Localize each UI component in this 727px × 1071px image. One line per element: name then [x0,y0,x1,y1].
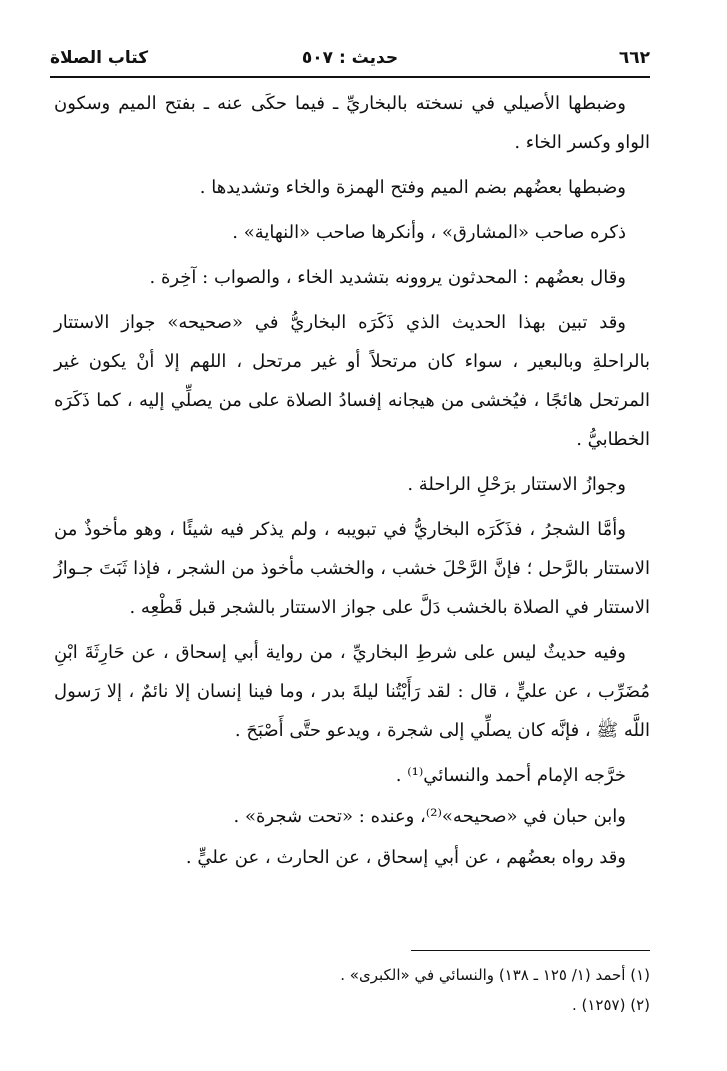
page-number: ٦٦٢ [618,48,650,68]
footnote: (٢) (١٢٥٧) . [571,996,650,1014]
paragraph: وابن حبان في «صحيحه»⁽²⁾، وعنده : «تحت شجرة» . [233,806,626,827]
header-rule [50,76,650,78]
paragraph: وفيه حديثٌ ليس على شرطِ البخاريِّ ، من رواية أبي إسحاق ، عن حَارِثَةَ ابْنِ مُضَرِّب ، عن عليٍّ ، قال : لقد رَأَيْتُنا ليلةَ بدر ، وما فينا إنسان إلا نائمٌ ، إلا رَسول اللَّه ﷺ ، فإنَّه كان يصلِّي إلى شجرة ، ويدعو حتَّى أَصْبَحَ . [54,642,650,741]
paragraph: وقد تبين بهذا الحديث الذي ذَكَرَه البخاريُّ في «صحيحه» جواز الاستتار بالراحلةِ وبالبعير ، سواء كان مرتحلاً أو غير مرتحل ، اللهم إلا أنْ يكون غير المرتحل هائجًا ، فيُخشى من هيجانه إفسادُ الصلاة على من يصلِّي إليه ، كما ذَكَرَه الخطابيُّ . [54,312,650,450]
paragraph: خرَّجه الإمام أحمد والنسائي⁽¹⁾ . [395,765,626,786]
book-title: كتاب الصلاة [50,48,149,68]
page-header [50,40,650,76]
paragraph: وقال بعضُهم : المحدثون يروونه بتشديد الخاء ، والصواب : آخِرة . [149,267,626,288]
paragraph: وجوازُ الاستتار برَحْلِ الراحلة . [407,474,626,495]
footnotes [54,960,650,1020]
page-body [54,84,650,879]
footnote-rule [411,950,650,951]
footnote: (١) أحمد (١/ ١٢٥ ـ ١٣٨) والنسائي في «الكبرى» . [340,966,650,984]
paragraph: ذكره صاحب «المشارق» ، وأنكرها صاحب «النهاية» . [232,222,626,243]
paragraph: وضبطها الأصيلي في نسخته بالبخاريِّ ـ فيما حكَى عنه ـ بفتح الميم وسكون الواو وكسر الخاء . [54,93,650,153]
paragraph: وقد رواه بعضُهم ، عن أبي إسحاق ، عن الحارث ، عن عليٍّ . [185,847,626,868]
paragraph: وأمَّا الشجرُ ، فذَكَرَه البخاريُّ في تبويبه ، ولم يذكر فيه شيئًا ، وهو مأخوذٌ من الاستتار بالرَّحل ؛ فإنَّ الرَّحْلَ خشب ، والخشب مأخوذ من الشجر ، فإذا ثَبَتَ جـوازُ الاستتار في الصلاة بالخشب دَلَّ على جواز الاستتار بالشجر قبل قَطْعِه . [54,519,650,618]
hadith-number: حديث : ٥٠٧ [301,48,399,68]
paragraph: وضبطها بعضُهم بضم الميم وفتح الهمزة والخاء وتشديدها . [199,177,626,198]
